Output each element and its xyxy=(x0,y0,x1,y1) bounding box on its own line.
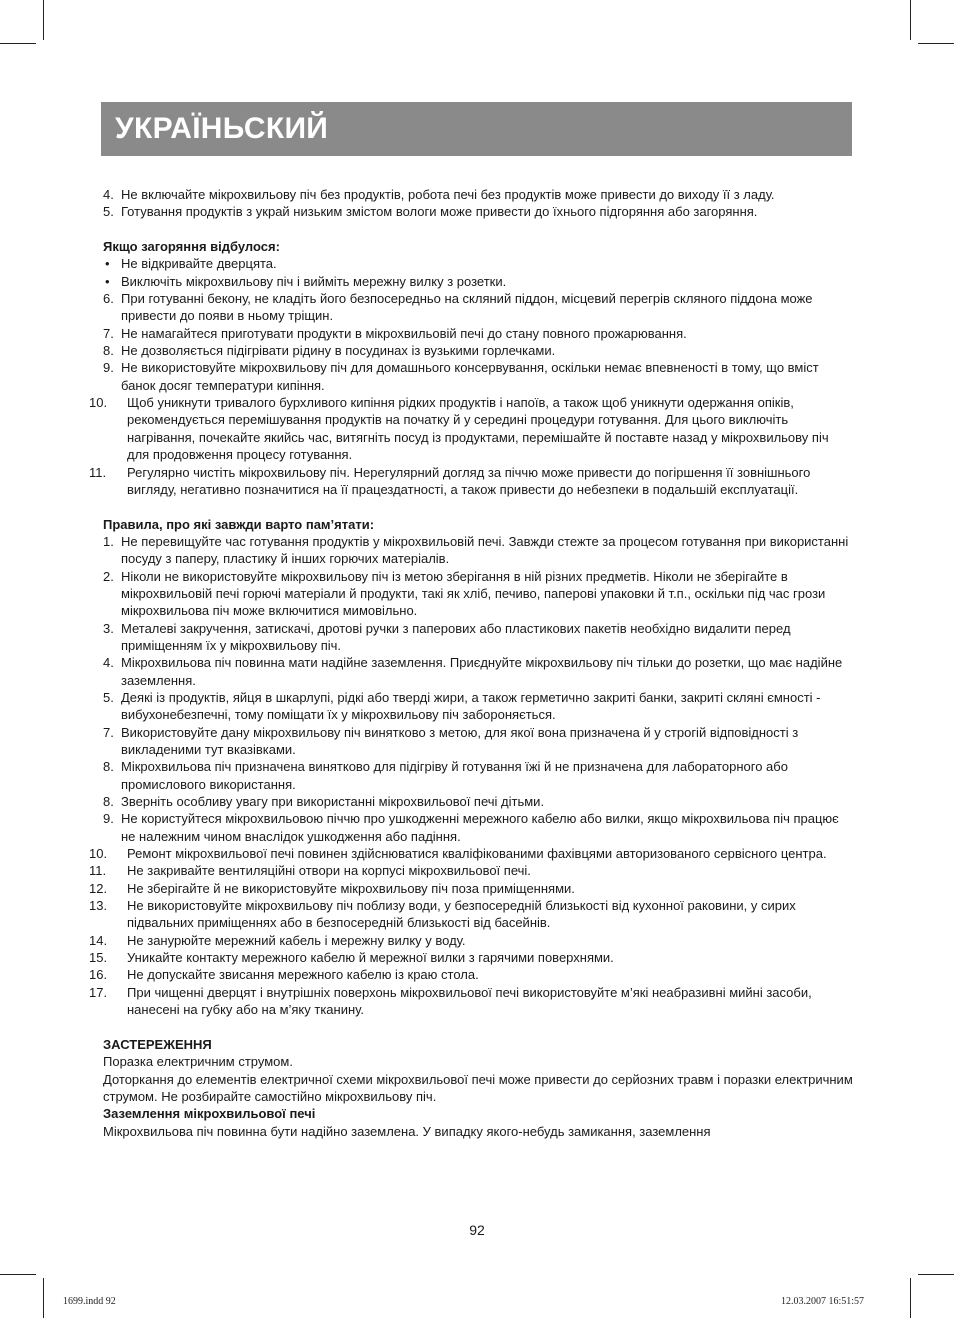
list-number: 6. xyxy=(103,291,114,307)
paragraph: Мікрохвильова піч повинна бути надійно заземлена. У випадку якого-небудь замикання, заземлення xyxy=(103,1123,711,1139)
list-item xyxy=(103,758,853,793)
list-item-text: Не включайте мікрохвильову піч без продуктів, робота печі без продуктів може привести до виходу її з ладу. xyxy=(121,187,775,202)
list-item-text: Не зберігайте й не використовуйте мікрохвильову піч поза приміщеннями. xyxy=(127,880,575,896)
bullet-marker: • xyxy=(105,256,110,272)
list-number: 4. xyxy=(103,187,114,202)
list-number: 11. xyxy=(89,863,107,879)
list-item xyxy=(103,359,853,394)
list-item-text: Ніколи не використовуйте мікрохвильову піч із метою зберігання в ній різних предметів. Ніколи не зберігайте в мікрохвильовій печі горючі матеріали й продукти, такі як хліб, печиво, паперові упаковки й т.п., оскільки під час грози мікрохвильова піч може включитися мимовільно. xyxy=(121,568,826,619)
section-heading: Заземлення мікрохвильової печі xyxy=(103,1106,316,1122)
list-item-text: При готуванні бекону, не кладіть його безпосередньо на скляний піддон, місцевий перегрів скляного піддона може привести до появи в ньому тріщин. xyxy=(121,291,813,324)
list-number: 8. xyxy=(103,794,114,810)
list-number: 13. xyxy=(89,898,108,914)
list-item xyxy=(103,325,853,342)
list-item xyxy=(103,620,853,655)
list-number: 8. xyxy=(103,759,114,775)
paragraph: Поразка електричним струмом. xyxy=(103,1054,293,1070)
section-heading: Якщо загоряння відбулося: xyxy=(103,239,280,255)
paragraph-gap xyxy=(103,1019,853,1036)
list-item xyxy=(103,689,853,724)
list-item xyxy=(103,568,853,620)
crop-mark xyxy=(918,43,954,44)
list-item xyxy=(103,724,853,759)
list-item-text: Металеві закручення, затискачі, дротові ручки з паперових або пластикових пакетів необхідно видалити перед приміщенням їх у мікрохвильову піч. xyxy=(121,620,791,653)
crop-mark xyxy=(918,1274,954,1275)
list-number: 7. xyxy=(103,724,114,740)
paragraph-gap xyxy=(103,498,853,515)
bullet-marker: • xyxy=(105,273,110,289)
list-item xyxy=(103,203,853,220)
list-item-text: При чищенні дверцят і внутрішніх поверхонь мікрохвильової печі використовуйте м’які неабразивні мийні засоби, нанесені на губку або на м’яку тканину. xyxy=(127,984,812,1018)
list-item-text: Не використовуйте мікрохвильову піч поблизу води, у безпосередній близькості від кухонної раковини, у сирих підвальних приміщеннях або в безпосередній близькості від басейнів. xyxy=(127,898,796,931)
list-item xyxy=(103,533,853,568)
list-item-text: Мікрохвильова піч призначена винятково для підігріву й готування їжі й не призначена для лабораторного або промислового використання. xyxy=(121,759,788,792)
list-item xyxy=(89,880,853,897)
bullet-item xyxy=(103,273,853,290)
document-body xyxy=(89,186,853,1140)
list-item-text: Не занурюйте мережний кабель і мережну вилку у воду. xyxy=(127,932,466,948)
list-number: 10. xyxy=(89,846,108,862)
list-item-text: Мікрохвильова піч повинна мати надійне заземлення. Приєднуйте мікрохвильову піч тільки до розетки, що має надійне заземлення. xyxy=(121,655,843,688)
list-item-text: Регулярно чистіть мікрохвильову піч. Нерегулярний догляд за піччю може привести до погіршення її зовнішнього вигляду, негативно позначитися на її працездатності, а також привести до небезпеки в подальшій експлуатації. xyxy=(127,464,811,497)
list-item-text: Не перевищуйте час готування продуктів у мікрохвильовій печі. Завжди стежте за процесом готування при використанні посуду з паперу, пластику й інших горючих матеріалів. xyxy=(121,533,849,567)
list-item-text: Уникайте контакту мережного кабелю й мережної вилки з гарячими поверхнями. xyxy=(127,950,614,966)
list-number: 3. xyxy=(103,620,114,636)
page-title: УКРАЇНЬСКИЙ xyxy=(115,112,329,145)
list-item xyxy=(89,984,853,1019)
list-item xyxy=(89,897,853,932)
list-item-text: Не користуйтеся мікрохвильовою піччю про ушкодженні мережного кабелю або вилки, якщо мікрохвильова піч працює не належним чином внаслідок ушкодження або падіння. xyxy=(121,811,839,844)
list-item xyxy=(103,810,853,845)
list-number: 16. xyxy=(89,967,108,983)
list-number: 1. xyxy=(103,533,114,549)
section-heading: Правила, про які завжди варто пам’ятати: xyxy=(103,516,375,532)
list-item xyxy=(89,862,853,879)
list-item xyxy=(89,966,853,983)
list-item-text: Не допускайте звисання мережного кабелю із краю стола. xyxy=(127,967,479,983)
list-item-text: Не дозволяється підігрівати рідину в посудинах із вузькими горлечками. xyxy=(121,343,556,359)
section-heading: ЗАСТЕРЕЖЕННЯ xyxy=(103,1036,212,1052)
page-number: 92 xyxy=(469,1222,485,1238)
language-banner xyxy=(101,102,852,156)
list-item xyxy=(103,290,853,325)
crop-mark xyxy=(43,1278,44,1318)
list-number: 7. xyxy=(103,325,114,341)
list-item xyxy=(89,464,853,499)
list-item-text: Використовуйте дану мікрохвильову піч винятково з метою, для якої вона призначена й у строгій відповідності з викладеними тут вказівками. xyxy=(121,724,799,757)
crop-mark xyxy=(910,0,911,40)
list-number: 14. xyxy=(89,932,108,948)
list-number: 8. xyxy=(103,343,114,359)
list-item xyxy=(103,342,853,359)
list-number: 15. xyxy=(89,950,108,966)
list-number: 2. xyxy=(103,568,114,584)
paragraph-gap xyxy=(103,221,853,238)
list-item xyxy=(89,949,853,966)
list-item-text: Деякі із продуктів, яйця в шкарлупі, рідкі або тверді жири, а також герметично закриті банки, закриті скляні ємності - вибухонебезпечні, тому поміщати їх у мікрохвильову піч забороняється. xyxy=(121,689,821,723)
list-number: 11. xyxy=(89,464,107,480)
list-item xyxy=(103,654,853,689)
list-number: 12. xyxy=(89,880,108,896)
crop-mark xyxy=(910,1278,911,1318)
list-item xyxy=(89,932,853,949)
paragraph: Доторкання до елементів електричної схеми мікрохвильової печі може привести до серйозних травм і поразки електричним струмом. Не розбирайте самостійно мікрохвильову піч. xyxy=(103,1071,853,1104)
list-item-text: Щоб уникнути тривалого бурхливого кипіння рідких продуктів і напоїв, а також щоб уникнути одержання опіків, рекомендується перемішування продуктів на початку й у середині процедури готування. Для цього виключіть нагрівання, почекайте якийсь час, витягніть посуд із продуктами, перемішайте й поставте назад у мікрохвильову піч для продовження процесу готування. xyxy=(127,395,829,463)
list-item xyxy=(103,186,853,203)
list-item-text: Зверніть особливу увагу при використанні мікрохвильової печі дітьми. xyxy=(121,794,545,810)
list-item-text: Не закривайте вентиляційні отвори на корпусі мікрохвильової печі. xyxy=(127,863,531,879)
list-item-text: Готування продуктів з украй низьким змістом вологи може привести до їхнього підгоряння або загоряння. xyxy=(121,204,758,220)
list-number: 5. xyxy=(103,689,114,705)
list-number: 10. xyxy=(89,395,108,411)
list-item-text: Ремонт мікрохвильової печі повинен здійснюватися кваліфікованими фахівцями авторизованого сервісного центра. xyxy=(127,846,827,862)
list-number: 9. xyxy=(103,811,114,827)
date-slug: 12.03.2007 16:51:57 xyxy=(781,1296,865,1307)
crop-mark xyxy=(43,0,44,40)
list-number: 17. xyxy=(89,984,108,1000)
list-number: 5. xyxy=(103,204,114,220)
list-item xyxy=(89,845,853,862)
file-slug: 1699.indd 92 xyxy=(63,1296,116,1307)
list-item xyxy=(89,394,853,463)
crop-mark xyxy=(0,43,36,44)
bullet-item xyxy=(103,255,853,272)
list-item-text: Не намагайтеся приготувати продукти в мікрохвильовій печі до стану повного прожарювання. xyxy=(121,325,687,341)
crop-mark xyxy=(0,1274,36,1275)
list-number: 4. xyxy=(103,655,114,671)
list-item-text: Не відкривайте дверцята. xyxy=(121,256,277,272)
list-item xyxy=(103,793,853,810)
list-item-text: Виключіть мікрохвильову піч і вийміть мережну вилку з розетки. xyxy=(121,273,507,289)
list-item-text: Не використовуйте мікрохвильову піч для домашнього консервування, оскільки немає впевненості в тому, що вміст банок досяг температури кипіння. xyxy=(121,360,819,393)
list-number: 9. xyxy=(103,360,114,376)
